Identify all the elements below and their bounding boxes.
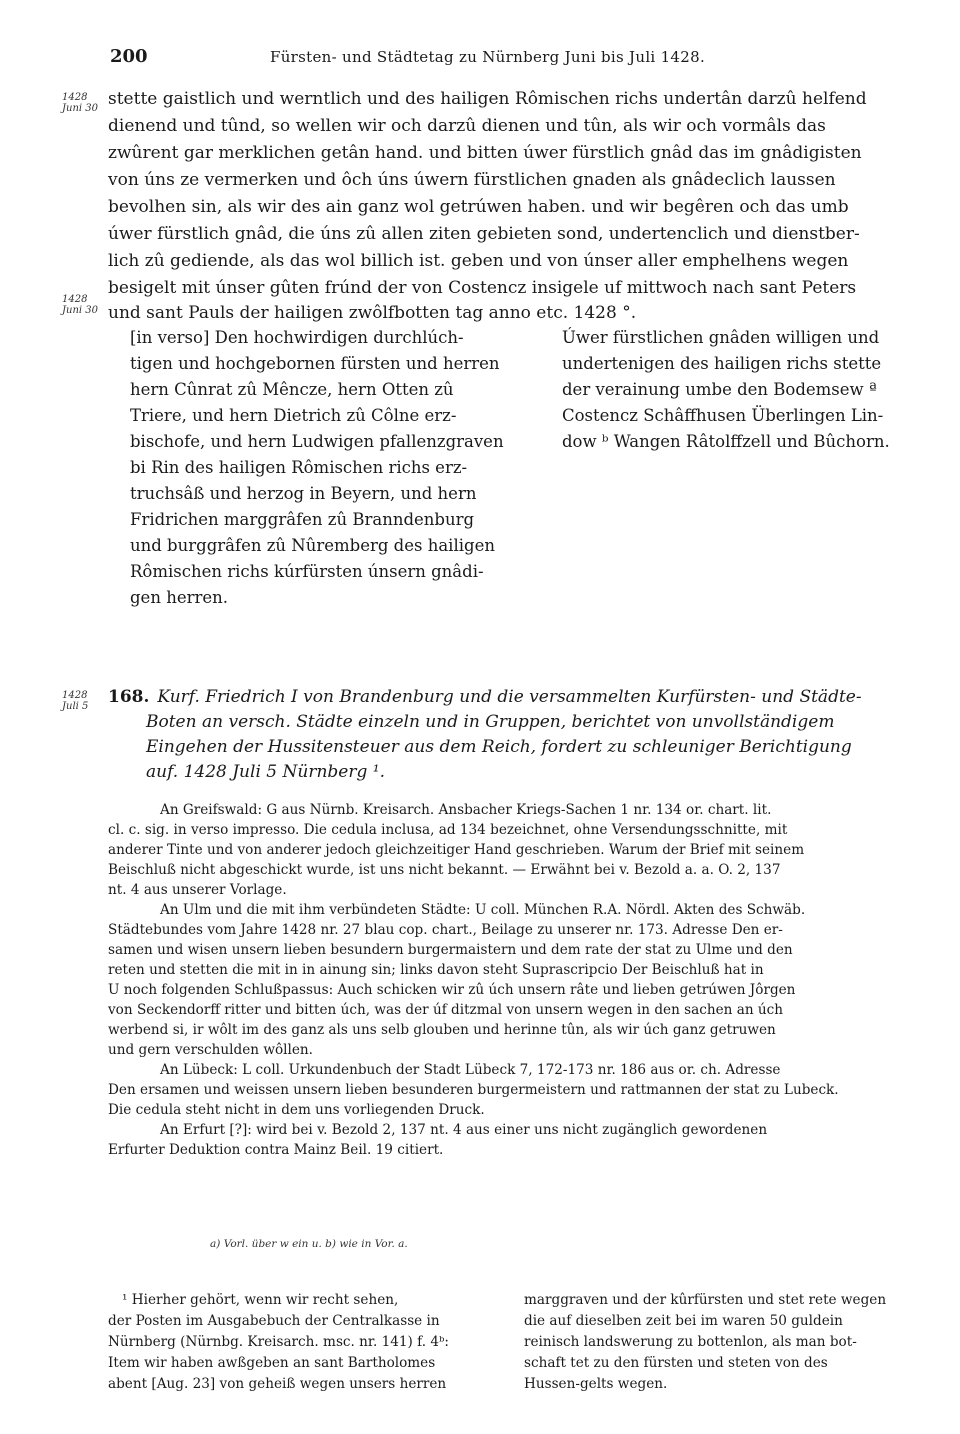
signature-line: dow ᵇ Wangen Râtolffzell und Bûchorn.	[562, 432, 890, 451]
body-line: und sant Pauls der hailigen zwôlfbotten tag anno etc. 1428 °.	[108, 303, 637, 323]
body-line: lich zû gediende, als das wol billich ist. geben und von únser aller emphelhens wegen	[108, 251, 849, 271]
source-line: samen und wisen unsern lieben besundern burgermaistern und dem rate der stat zu Ulme und den	[108, 942, 793, 958]
body-line: bevolhen sin, als wir des ain ganz wol getrúwen haben. und wir begêren och das umb	[108, 197, 849, 217]
footnote-line: Item wir haben awßgeben an sant Bartholomes	[108, 1355, 436, 1371]
footnote-line: der Posten im Ausgabebuch der Centralkasse in	[108, 1313, 440, 1329]
document-number: 168.	[108, 687, 150, 707]
sources-apparatus	[108, 800, 920, 1160]
address-line: [in verso] Den hochwirdigen durchlúch-	[130, 328, 464, 347]
signature-line: Úwer fürstlichen gnâden willigen und	[562, 328, 880, 347]
footnote-line: die auf dieselben zeit bei im waren 50 guldein	[524, 1313, 843, 1329]
address-line: Rômischen richs kúrfürsten únsern gnâdi-	[130, 562, 484, 581]
source-line: anderer Tinte und von anderer jedoch gleichzeitiger Hand geschrieben. Warum der Brief mit seinem	[108, 842, 805, 858]
source-line: und gern verschulden wôllen.	[108, 1042, 313, 1058]
footnote-line: Nürnberg (Nürnbg. Kreisarch. msc. nr. 141) f. 4ᵇ:	[108, 1334, 450, 1350]
address-line: tigen und hochgebornen fürsten und herren	[130, 354, 500, 373]
source-line: Beischluß nicht abgeschickt wurde, ist uns nicht bekannt. — Erwähnt bei v. Bezold a. a. O. 2, 137	[108, 862, 781, 878]
source-line: Den ersamen und weissen unsern lieben besunderen burgermeistern und rattmannen der stat zu Lubeck.	[108, 1082, 839, 1098]
source-line: An Erfurt [?]: wird bei v. Bezold 2, 137 nt. 4 aus einer uns nicht zugänglich gewordenen	[160, 1122, 768, 1138]
heading-line: auf. 1428 Juli 5 Nürnberg ¹.	[146, 762, 385, 782]
footnote-line: schaft tet zu den fürsten und steten von des	[524, 1355, 828, 1371]
source-line: U noch folgenden Schlußpassus: Auch schicken wir zû úch unsern râte und lieben getrúwen Jôrgen	[108, 982, 796, 998]
source-line: Die cedula steht nicht in dem uns vorliegenden Druck.	[108, 1102, 485, 1118]
heading-line: Boten an versch. Städte einzeln und in Gruppen, berichtet von unvollständigem	[146, 712, 835, 732]
signature-block	[562, 325, 922, 455]
source-line: von Seckendorff ritter und bitten úch, was der úf ditzmal von unsern wegen in den sachen an úch	[108, 1002, 784, 1018]
signature-line: der verainung umbe den Bodemsew ª	[562, 380, 877, 399]
address-line: bischofe, und hern Ludwigen pfallenzgraven	[130, 432, 504, 451]
running-title: Fürsten- und Städtetag zu Nürnberg Juni bis Juli 1428.	[270, 48, 706, 66]
footnote-left	[108, 1290, 504, 1395]
heading-line: Eingehen der Hussitensteuer aus dem Reich, fordert zu schleuniger Berichtigung	[146, 737, 852, 757]
body-line: úwer fürstlich gnâd, die úns zû allen ziten gebieten sond, undertenclich und dienstber-	[108, 224, 860, 244]
address-line: Fridrichen marggrâfen zû Branndenburg	[130, 510, 475, 529]
source-line: nt. 4 aus unserer Vorlage.	[108, 882, 287, 898]
footnote-line: marggraven und der kûrfürsten und stet rete wegen	[524, 1292, 887, 1308]
document-heading	[108, 685, 920, 785]
source-line: reten und stetten die mit in in ainung sin; links davon steht Suprascripcio Der Beischluß hat in	[108, 962, 764, 978]
source-line: cl. c. sig. in verso impresso. Die cedula inclusa, ad 134 bezeichnet, ohne Versendungsschnitte, mit	[108, 822, 788, 838]
source-line: An Greifswald: G aus Nürnb. Kreisarch. Ansbacher Kriegs-Sachen 1 nr. 134 or. chart. lit.	[160, 802, 772, 818]
address-line: bi Rin des hailigen Rômischen richs erz-	[130, 458, 468, 477]
source-line: An Lübeck: L coll. Urkundenbuch der Stadt Lübeck 7, 172-173 nr. 186 aus or. ch. Adresse	[160, 1062, 781, 1078]
body-line: besigelt mit únser gûten frúnd der von Costencz insigele uf mittwoch nach sant Peters	[108, 278, 857, 298]
source-line: Erfurter Deduktion contra Mainz Beil. 19 citiert.	[108, 1142, 444, 1158]
margin-note-3: 1428 Juli 5	[62, 690, 89, 712]
footnote-line: ¹ Hierher gehört, wenn wir recht sehen,	[122, 1292, 399, 1308]
body-line: zwûrent gar merklichen getân hand. und bitten úwer fürstlich gnâd das im gnâdigisten	[108, 143, 862, 163]
footnote-line: reinisch landswerung zu bottenlon, als man bot-	[524, 1334, 857, 1350]
page-number: 200	[110, 46, 148, 67]
source-line: An Ulm und die mit ihm verbündeten Städte: U coll. München R.A. Nördl. Akten des Schwäb.	[160, 902, 806, 918]
address-line: gen herren.	[130, 588, 229, 607]
source-line: Städtebundes vom Jahre 1428 nr. 27 blau cop. chart., Beilage zu unserer nr. 173. Adresse Den er-	[108, 922, 783, 938]
source-line: werbend si, ir wôlt im des ganz als uns selb glouben und herinne tûn, als wir úch ganz getruwen	[108, 1022, 776, 1038]
footnote-line: Hussen-gelts wegen.	[524, 1376, 668, 1392]
body-line: stette gaistlich und werntlich und des hailigen Rômischen richs undertân darzû helfend	[108, 89, 867, 109]
signature-line: undertenigen des hailigen richs stette	[562, 354, 882, 373]
address-line: Triere, und hern Dietrich zû Côlne erz-	[130, 406, 457, 425]
body-line: von úns ze vermerken und ôch úns úwern fürstlichen gnaden als gnâdeclich laussen	[108, 170, 836, 190]
body-line: dienend und tûnd, so wellen wir och darzû dienen und tûn, als wir och vormâls das	[108, 116, 826, 136]
address-line: truchsâß und herzog in Beyern, und hern	[130, 484, 477, 503]
footnote-right	[524, 1290, 920, 1395]
margin-note-1: 1428 Juni 30	[62, 92, 98, 114]
footnote-line: abent [Aug. 23] von geheiß wegen unsers herren	[108, 1376, 447, 1392]
signature-line: Costencz Schâffhusen Überlingen Lin-	[562, 406, 884, 425]
textual-notes: a) Vorl. über w ein u. b) wie in Vor. a.	[210, 1238, 408, 1250]
address-in-verso	[130, 325, 530, 611]
margin-note-2: 1428 Juni 30	[62, 294, 98, 316]
address-line: hern Cûnrat zû Mêncze, hern Otten zû	[130, 380, 454, 399]
heading-line: Kurf. Friedrich I von Brandenburg und die versammelten Kurfürsten- und Städte-	[157, 687, 862, 707]
address-line: und burggrâfen zû Nûremberg des hailigen	[130, 536, 495, 555]
